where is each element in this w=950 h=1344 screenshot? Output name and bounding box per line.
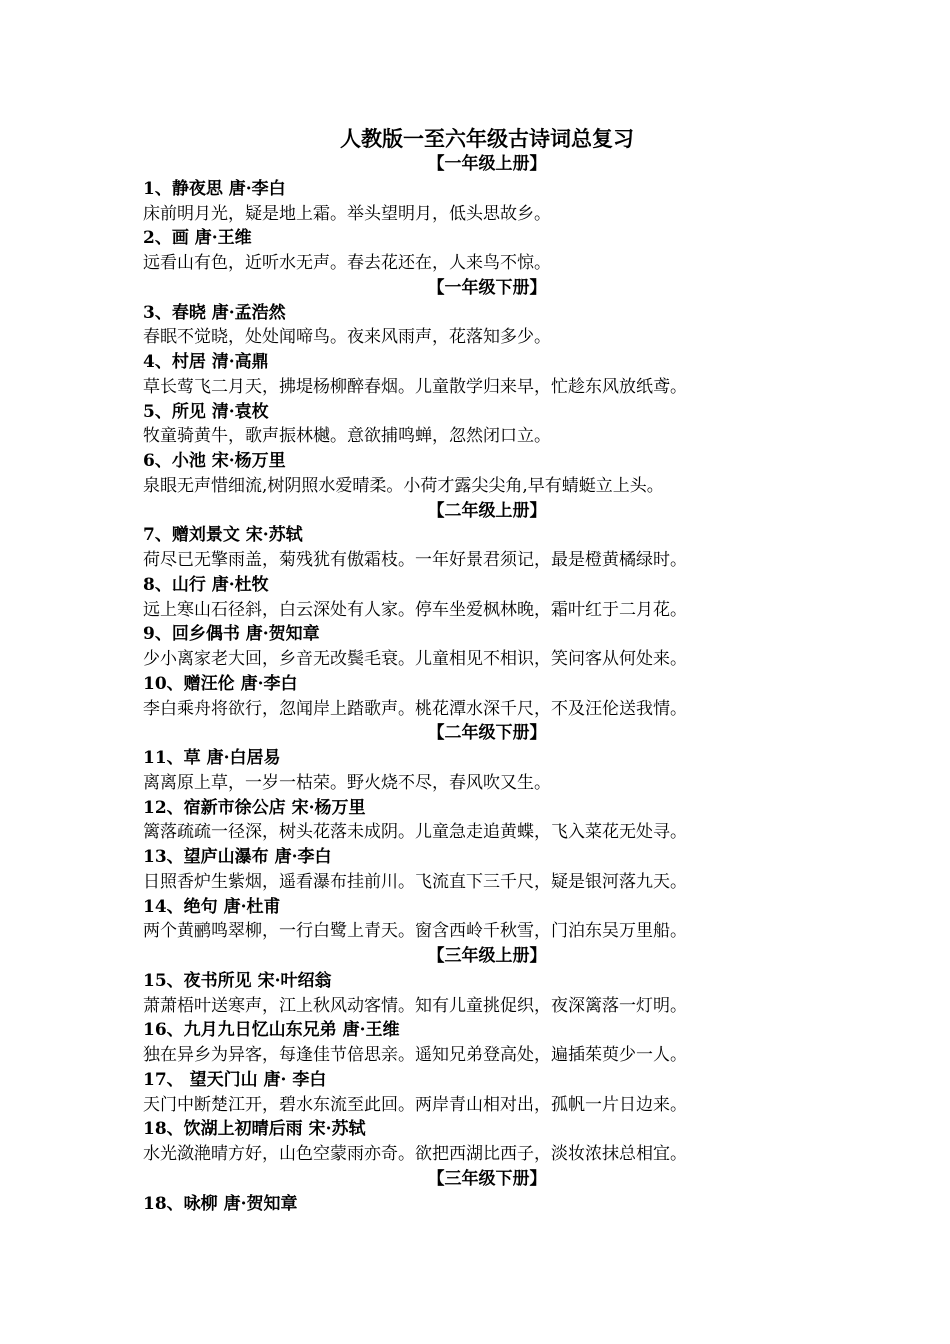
poem-heading: 3、春晓 唐·孟浩然: [143, 302, 286, 323]
poem-heading: 18、咏柳 唐·贺知章: [143, 1193, 298, 1214]
poem-text: 李白乘舟将欲行，忽闻岸上踏歌声。桃花潭水深千尺，不及汪伦送我情。: [143, 698, 687, 719]
poem-list: [143, 152, 823, 1216]
poem-text: 离离原上草，一岁一枯荣。野火烧不尽，春风吹又生。: [143, 772, 551, 793]
document-content: [143, 126, 823, 1216]
poem-heading: 18、饮湖上初晴后雨 宋·苏轼: [143, 1119, 366, 1140]
poem-heading: 9、回乡偶书 唐·贺知章: [143, 624, 320, 645]
poem-heading: 4、村居 清·高鼎: [143, 352, 269, 372]
poem-text: 水光潋滟晴方好，山色空蒙雨亦奇。欲把西湖比西子，淡妆浓抹总相宜。: [143, 1144, 687, 1164]
poem-heading: 2、画 唐·王维: [143, 228, 252, 249]
poem-heading: 11、草 唐·白居易: [143, 748, 281, 768]
poem-heading: 13、望庐山瀑布 唐·李白: [143, 847, 332, 867]
poem-heading: 15、夜书所见 宋·叶绍翁: [143, 970, 332, 991]
poem-text: 床前明月光，疑是地上霜。举头望明月，低头思故乡。: [143, 203, 551, 224]
poem-heading: 12、宿新市徐公店 宋·杨万里: [143, 797, 366, 818]
poem-text: 草长莺飞二月天，拂堤杨柳醉春烟。儿童散学归来早，忙趁东风放纸鸢。: [143, 376, 687, 397]
poem-text: 篱落疏疏一径深，树头花落未成阴。儿童急走追黄蝶，飞入菜花无处寻。: [143, 822, 687, 843]
grade-section-header: 【二年级上册】: [427, 500, 547, 521]
poem-heading: 14、绝句 唐·杜甫: [143, 896, 281, 917]
poem-text: 荷尽已无擎雨盖，菊残犹有傲霜枝。一年好景君须记，最是橙黄橘绿时。: [143, 550, 687, 570]
grade-section-header: 【三年级上册】: [427, 946, 547, 966]
poem-heading: 10、赠汪伦 唐·李白: [143, 673, 298, 694]
poem-text: 独在异乡为异客，每逢佳节倍思亲。遥知兄弟登高处，遍插茱萸少一人。: [143, 1045, 687, 1065]
poem-heading: 5、所见 清·袁枚: [143, 401, 269, 422]
poem-text: 牧童骑黄牛，歌声振林樾。意欲捕鸣蝉，忽然闭口立。: [143, 426, 551, 447]
document-title: 人教版一至六年级古诗词总复习: [340, 126, 634, 151]
poem-text: 泉眼无声惜细流,树阴照水爱晴柔。小荷才露尖尖角,早有蜻蜓立上头。: [143, 475, 664, 496]
poem-text: 天门中断楚江开，碧水东流至此回。两岸青山相对出，孤帆一片日边来。: [143, 1094, 687, 1115]
poem-heading: 8、山行 唐·杜牧: [143, 574, 269, 595]
poem-heading: 7、赠刘景文 宋·苏轼: [143, 525, 303, 546]
poem-heading: 16、九月九日忆山东兄弟 唐·王维: [143, 1020, 400, 1041]
grade-section-header: 【三年级下册】: [427, 1168, 547, 1189]
poem-text: 两个黄鹂鸣翠柳，一行白鹭上青天。窗含西岭千秋雪，门泊东吴万里船。: [143, 921, 687, 942]
poem-heading: 6、小池 宋·杨万里: [143, 451, 286, 471]
poem-text: 远上寒山石径斜，白云深处有人家。停车坐爱枫林晚，霜叶红于二月花。: [143, 599, 687, 620]
grade-section-header: 【二年级下册】: [427, 723, 547, 744]
poem-text: 萧萧梧叶送寒声，江上秋风动客情。知有儿童挑促织，夜深篱落一灯明。: [143, 995, 687, 1016]
poem-text: 春眠不觉晓，处处闻啼鸟。夜来风雨声，花落知多少。: [143, 327, 551, 348]
grade-section-header: 【一年级下册】: [427, 277, 547, 298]
poem-text: 少小离家老大回，乡音无改鬓毛衰。儿童相见不相识，笑问客从何处来。: [143, 649, 687, 669]
grade-section-header: 【一年级上册】: [427, 154, 547, 174]
poem-heading: 1、静夜思 唐·李白: [143, 178, 286, 199]
poem-heading: 17、 望天门山 唐· 李白: [143, 1069, 327, 1090]
poem-text: 日照香炉生紫烟，遥看瀑布挂前川。飞流直下三千尺，疑是银河落九天。: [143, 871, 687, 892]
poem-text: 远看山有色，近听水无声。春去花还在，人来鸟不惊。: [143, 253, 551, 273]
